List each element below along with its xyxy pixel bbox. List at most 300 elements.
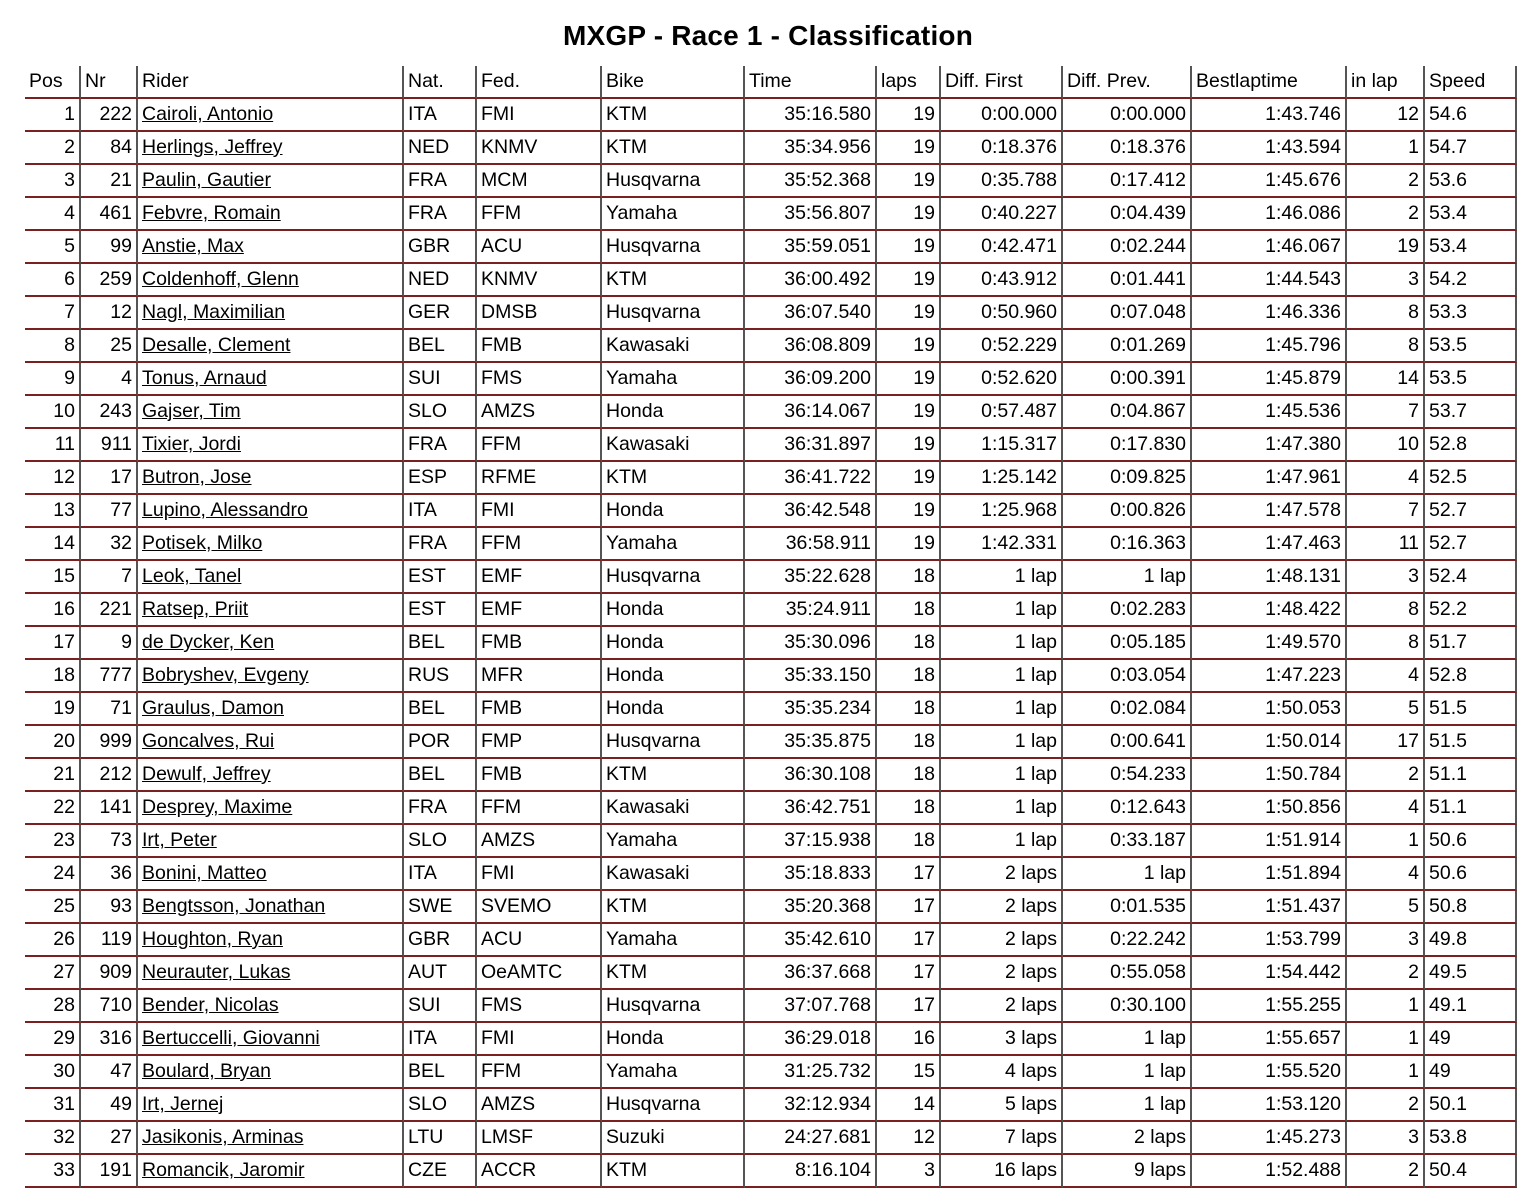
cell-pos: 17: [25, 627, 81, 660]
cell-laps: 17: [877, 858, 941, 891]
cell-nr: 999: [81, 726, 138, 759]
cell-fed: FFM: [477, 429, 602, 462]
rider-link[interactable]: Febvre, Romain: [142, 202, 281, 224]
rider-link[interactable]: Graulus, Damon: [142, 697, 284, 719]
cell-bike: KTM: [602, 264, 745, 297]
cell-diff-prev: 1 lap: [1063, 1056, 1192, 1089]
cell-diff-prev: 0:00.391: [1063, 363, 1192, 396]
cell-pos: 14: [25, 528, 81, 561]
cell-in-lap: 3: [1347, 924, 1425, 957]
rider-link[interactable]: Irt, Peter: [142, 829, 217, 851]
cell-time: 36:14.067: [745, 396, 877, 429]
cell-rider: [138, 660, 404, 693]
cell-rider: [138, 165, 404, 198]
cell-in-lap: 17: [1347, 726, 1425, 759]
table-row: [25, 891, 1517, 924]
cell-bestlaptime: 1:47.223: [1192, 660, 1347, 693]
cell-bestlaptime: 1:55.657: [1192, 1023, 1347, 1056]
cell-rider: [138, 594, 404, 627]
cell-fed: AMZS: [477, 825, 602, 858]
cell-speed: 50.8: [1425, 891, 1517, 924]
cell-time: 36:58.911: [745, 528, 877, 561]
cell-bike: KTM: [602, 1155, 745, 1188]
cell-bike: Honda: [602, 495, 745, 528]
cell-laps: 18: [877, 825, 941, 858]
classification-table: [25, 66, 1517, 1188]
cell-diff-first: 2 laps: [941, 957, 1063, 990]
cell-nat: ITA: [404, 495, 477, 528]
cell-rider: [138, 891, 404, 924]
cell-nat: FRA: [404, 429, 477, 462]
col-time-header: Time: [745, 66, 877, 99]
cell-nr: 32: [81, 528, 138, 561]
cell-in-lap: 5: [1347, 891, 1425, 924]
cell-nr: 9: [81, 627, 138, 660]
table-row: [25, 693, 1517, 726]
cell-diff-first: 2 laps: [941, 924, 1063, 957]
cell-diff-prev: 0:17.412: [1063, 165, 1192, 198]
cell-pos: 24: [25, 858, 81, 891]
cell-laps: 19: [877, 495, 941, 528]
cell-in-lap: 1: [1347, 1056, 1425, 1089]
rider-link[interactable]: Coldenhoff, Glenn: [142, 268, 299, 290]
rider-link[interactable]: Leok, Tanel: [142, 565, 242, 587]
cell-laps: 19: [877, 264, 941, 297]
cell-in-lap: 7: [1347, 396, 1425, 429]
table-row: [25, 1023, 1517, 1056]
header-row: [25, 66, 1517, 99]
cell-speed: 50.6: [1425, 825, 1517, 858]
cell-time: 36:30.108: [745, 759, 877, 792]
cell-speed: 49.8: [1425, 924, 1517, 957]
cell-laps: 18: [877, 561, 941, 594]
cell-rider: [138, 1056, 404, 1089]
cell-nat: FRA: [404, 198, 477, 231]
cell-bestlaptime: 1:48.422: [1192, 594, 1347, 627]
cell-rider: [138, 858, 404, 891]
cell-diff-first: 1 lap: [941, 561, 1063, 594]
cell-speed: 52.4: [1425, 561, 1517, 594]
cell-bestlaptime: 1:50.053: [1192, 693, 1347, 726]
cell-in-lap: 2: [1347, 165, 1425, 198]
table-row: [25, 1122, 1517, 1155]
cell-bike: KTM: [602, 99, 745, 132]
table-row: [25, 957, 1517, 990]
rider-link[interactable]: Paulin, Gautier: [142, 169, 271, 191]
table-row: [25, 726, 1517, 759]
cell-time: 8:16.104: [745, 1155, 877, 1188]
cell-in-lap: 19: [1347, 231, 1425, 264]
cell-bike: KTM: [602, 759, 745, 792]
cell-rider: [138, 693, 404, 726]
cell-time: 35:52.368: [745, 165, 877, 198]
rider-link[interactable]: Tixier, Jordi: [142, 433, 241, 455]
cell-rider: [138, 627, 404, 660]
cell-in-lap: 5: [1347, 693, 1425, 726]
cell-pos: 27: [25, 957, 81, 990]
cell-fed: KNMV: [477, 132, 602, 165]
rider-link[interactable]: Anstie, Max: [142, 235, 244, 257]
cell-in-lap: 2: [1347, 759, 1425, 792]
cell-time: 36:09.200: [745, 363, 877, 396]
cell-rider: [138, 132, 404, 165]
table-row: [25, 231, 1517, 264]
cell-speed: 52.7: [1425, 528, 1517, 561]
cell-nat: CZE: [404, 1155, 477, 1188]
cell-bestlaptime: 1:51.914: [1192, 825, 1347, 858]
cell-rider: [138, 363, 404, 396]
rider-link[interactable]: Gajser, Tim: [142, 400, 241, 422]
cell-time: 35:33.150: [745, 660, 877, 693]
cell-rider: [138, 792, 404, 825]
cell-rider: [138, 759, 404, 792]
cell-diff-prev: 0:00.826: [1063, 495, 1192, 528]
cell-laps: 19: [877, 429, 941, 462]
rider-link[interactable]: Desprey, Maxime: [142, 796, 293, 818]
cell-bike: Husqvarna: [602, 231, 745, 264]
table-row: [25, 528, 1517, 561]
rider-link[interactable]: Neurauter, Lukas: [142, 961, 291, 983]
cell-time: 31:25.732: [745, 1056, 877, 1089]
cell-nr: 4: [81, 363, 138, 396]
table-row: [25, 264, 1517, 297]
table-row: [25, 990, 1517, 1023]
rider-link[interactable]: Ratsep, Priit: [142, 598, 249, 620]
col-diff-first-header: Diff. First: [941, 66, 1063, 99]
cell-nat: FRA: [404, 165, 477, 198]
cell-nat: NED: [404, 264, 477, 297]
cell-fed: FMI: [477, 495, 602, 528]
cell-bike: Honda: [602, 396, 745, 429]
cell-bestlaptime: 1:55.520: [1192, 1056, 1347, 1089]
rider-link[interactable]: Irt, Jernej: [142, 1093, 224, 1115]
cell-bestlaptime: 1:47.961: [1192, 462, 1347, 495]
cell-bike: Suzuki: [602, 1122, 745, 1155]
rider-link[interactable]: Bonini, Matteo: [142, 862, 267, 884]
table-row: [25, 924, 1517, 957]
cell-pos: 22: [25, 792, 81, 825]
cell-rider: [138, 495, 404, 528]
cell-diff-prev: 1 lap: [1063, 1089, 1192, 1122]
cell-in-lap: 1: [1347, 990, 1425, 1023]
cell-laps: 12: [877, 1122, 941, 1155]
cell-speed: 50.1: [1425, 1089, 1517, 1122]
rider-link[interactable]: Boulard, Bryan: [142, 1060, 271, 1082]
cell-nat: GBR: [404, 231, 477, 264]
cell-rider: [138, 1089, 404, 1122]
cell-in-lap: 3: [1347, 264, 1425, 297]
cell-bike: Honda: [602, 1023, 745, 1056]
cell-rider: [138, 1155, 404, 1188]
cell-bike: Yamaha: [602, 825, 745, 858]
rider-link[interactable]: Dewulf, Jeffrey: [142, 763, 271, 785]
cell-diff-prev: 0:16.363: [1063, 528, 1192, 561]
cell-bike: Yamaha: [602, 924, 745, 957]
cell-bestlaptime: 1:52.488: [1192, 1155, 1347, 1188]
cell-fed: SVEMO: [477, 891, 602, 924]
cell-laps: 18: [877, 792, 941, 825]
cell-nr: 243: [81, 396, 138, 429]
cell-fed: ACU: [477, 231, 602, 264]
cell-fed: OeAMTC: [477, 957, 602, 990]
cell-diff-prev: 0:00.641: [1063, 726, 1192, 759]
cell-rider: [138, 528, 404, 561]
cell-rider: [138, 99, 404, 132]
cell-laps: 19: [877, 99, 941, 132]
cell-pos: 26: [25, 924, 81, 957]
cell-bestlaptime: 1:43.594: [1192, 132, 1347, 165]
cell-speed: 49.5: [1425, 957, 1517, 990]
cell-nr: 777: [81, 660, 138, 693]
cell-in-lap: 12: [1347, 99, 1425, 132]
cell-nat: SUI: [404, 363, 477, 396]
col-nr-header: Nr: [81, 66, 138, 99]
cell-rider: [138, 198, 404, 231]
cell-pos: 11: [25, 429, 81, 462]
cell-diff-first: 3 laps: [941, 1023, 1063, 1056]
table-row: [25, 462, 1517, 495]
cell-in-lap: 7: [1347, 495, 1425, 528]
cell-pos: 15: [25, 561, 81, 594]
cell-bike: Honda: [602, 693, 745, 726]
rider-link[interactable]: Lupino, Alessandro: [142, 499, 308, 521]
cell-nat: GER: [404, 297, 477, 330]
cell-nr: 73: [81, 825, 138, 858]
cell-nat: ITA: [404, 99, 477, 132]
cell-nr: 909: [81, 957, 138, 990]
cell-time: 35:34.956: [745, 132, 877, 165]
cell-laps: 19: [877, 132, 941, 165]
cell-in-lap: 10: [1347, 429, 1425, 462]
cell-nat: SLO: [404, 396, 477, 429]
cell-diff-first: 0:18.376: [941, 132, 1063, 165]
cell-diff-first: 0:00.000: [941, 99, 1063, 132]
cell-in-lap: 4: [1347, 462, 1425, 495]
rider-link[interactable]: Desalle, Clement: [142, 334, 291, 356]
cell-laps: 17: [877, 891, 941, 924]
cell-nr: 99: [81, 231, 138, 264]
rider-link[interactable]: Bobryshev, Evgeny: [142, 664, 309, 686]
cell-nat: BEL: [404, 1056, 477, 1089]
cell-laps: 19: [877, 231, 941, 264]
col-laps-header: laps: [877, 66, 941, 99]
cell-fed: FMB: [477, 759, 602, 792]
cell-diff-prev: 1 lap: [1063, 858, 1192, 891]
cell-fed: FMS: [477, 990, 602, 1023]
cell-nat: BEL: [404, 693, 477, 726]
cell-time: 36:29.018: [745, 1023, 877, 1056]
cell-rider: [138, 231, 404, 264]
rider-link[interactable]: Bengtsson, Jonathan: [142, 895, 326, 917]
cell-rider: [138, 561, 404, 594]
cell-speed: 50.6: [1425, 858, 1517, 891]
cell-diff-first: 0:40.227: [941, 198, 1063, 231]
cell-speed: 51.7: [1425, 627, 1517, 660]
cell-laps: 17: [877, 957, 941, 990]
cell-rider: [138, 825, 404, 858]
cell-in-lap: 2: [1347, 1155, 1425, 1188]
cell-laps: 19: [877, 297, 941, 330]
cell-nr: 27: [81, 1122, 138, 1155]
cell-diff-first: 1 lap: [941, 792, 1063, 825]
cell-bike: Husqvarna: [602, 1089, 745, 1122]
cell-laps: 18: [877, 726, 941, 759]
cell-speed: 53.5: [1425, 363, 1517, 396]
cell-diff-first: 1 lap: [941, 759, 1063, 792]
cell-fed: EMF: [477, 561, 602, 594]
cell-laps: 17: [877, 924, 941, 957]
cell-bestlaptime: 1:49.570: [1192, 627, 1347, 660]
cell-fed: MCM: [477, 165, 602, 198]
cell-nr: 49: [81, 1089, 138, 1122]
cell-bestlaptime: 1:51.437: [1192, 891, 1347, 924]
cell-diff-prev: 0:12.643: [1063, 792, 1192, 825]
cell-diff-prev: 0:04.867: [1063, 396, 1192, 429]
table-row: [25, 594, 1517, 627]
rider-link[interactable]: Nagl, Maximilian: [142, 301, 286, 323]
cell-laps: 19: [877, 330, 941, 363]
cell-bestlaptime: 1:43.746: [1192, 99, 1347, 132]
cell-time: 36:42.751: [745, 792, 877, 825]
cell-nat: RUS: [404, 660, 477, 693]
cell-fed: FMS: [477, 363, 602, 396]
cell-bestlaptime: 1:46.336: [1192, 297, 1347, 330]
cell-pos: 19: [25, 693, 81, 726]
cell-nat: AUT: [404, 957, 477, 990]
rider-link[interactable]: Jasikonis, Arminas: [142, 1126, 304, 1148]
cell-speed: 49: [1425, 1056, 1517, 1089]
rider-link[interactable]: Bender, Nicolas: [142, 994, 279, 1016]
cell-diff-prev: 9 laps: [1063, 1155, 1192, 1188]
cell-nr: 36: [81, 858, 138, 891]
cell-in-lap: 1: [1347, 1023, 1425, 1056]
table-row: [25, 858, 1517, 891]
cell-diff-first: 0:57.487: [941, 396, 1063, 429]
rider-link[interactable]: Bertuccelli, Giovanni: [142, 1027, 320, 1049]
cell-pos: 10: [25, 396, 81, 429]
rider-link[interactable]: Romancik, Jaromir: [142, 1159, 305, 1181]
cell-fed: MFR: [477, 660, 602, 693]
cell-bike: Husqvarna: [602, 165, 745, 198]
cell-laps: 18: [877, 627, 941, 660]
cell-nr: 71: [81, 693, 138, 726]
cell-bestlaptime: 1:51.894: [1192, 858, 1347, 891]
cell-time: 36:07.540: [745, 297, 877, 330]
cell-time: 32:12.934: [745, 1089, 877, 1122]
cell-time: 35:35.875: [745, 726, 877, 759]
cell-bestlaptime: 1:50.014: [1192, 726, 1347, 759]
cell-bike: Kawasaki: [602, 330, 745, 363]
cell-speed: 54.7: [1425, 132, 1517, 165]
cell-speed: 50.4: [1425, 1155, 1517, 1188]
cell-bike: KTM: [602, 462, 745, 495]
cell-pos: 1: [25, 99, 81, 132]
table-row: [25, 1056, 1517, 1089]
cell-nat: BEL: [404, 330, 477, 363]
cell-time: 36:08.809: [745, 330, 877, 363]
cell-diff-first: 2 laps: [941, 891, 1063, 924]
cell-time: 36:41.722: [745, 462, 877, 495]
cell-diff-prev: 0:01.535: [1063, 891, 1192, 924]
rider-link[interactable]: Herlings, Jeffrey: [142, 136, 283, 158]
cell-laps: 19: [877, 396, 941, 429]
cell-diff-first: 16 laps: [941, 1155, 1063, 1188]
cell-speed: 49.1: [1425, 990, 1517, 1023]
cell-diff-first: 7 laps: [941, 1122, 1063, 1155]
cell-in-lap: 1: [1347, 825, 1425, 858]
rider-link[interactable]: Potisek, Milko: [142, 532, 263, 554]
cell-diff-first: 1 lap: [941, 627, 1063, 660]
rider-link[interactable]: de Dycker, Ken: [142, 631, 275, 653]
rider-link[interactable]: Butron, Jose: [142, 466, 252, 488]
cell-speed: 51.5: [1425, 693, 1517, 726]
cell-diff-first: 1 lap: [941, 693, 1063, 726]
rider-link[interactable]: Tonus, Arnaud: [142, 367, 267, 389]
cell-bestlaptime: 1:47.578: [1192, 495, 1347, 528]
cell-in-lap: 1: [1347, 132, 1425, 165]
cell-nr: 77: [81, 495, 138, 528]
rider-link[interactable]: Cairoli, Antonio: [142, 103, 274, 125]
cell-bike: Honda: [602, 627, 745, 660]
cell-pos: 31: [25, 1089, 81, 1122]
cell-diff-prev: 0:17.830: [1063, 429, 1192, 462]
rider-link[interactable]: Goncalves, Rui: [142, 730, 275, 752]
cell-nat: EST: [404, 561, 477, 594]
cell-speed: 53.6: [1425, 165, 1517, 198]
cell-diff-prev: 1 lap: [1063, 561, 1192, 594]
cell-nr: 17: [81, 462, 138, 495]
cell-fed: FMB: [477, 693, 602, 726]
cell-fed: LMSF: [477, 1122, 602, 1155]
cell-bike: Kawasaki: [602, 858, 745, 891]
cell-fed: FFM: [477, 1056, 602, 1089]
cell-speed: 54.2: [1425, 264, 1517, 297]
cell-diff-prev: 0:55.058: [1063, 957, 1192, 990]
cell-diff-first: 0:52.620: [941, 363, 1063, 396]
cell-speed: 54.6: [1425, 99, 1517, 132]
cell-in-lap: 4: [1347, 792, 1425, 825]
cell-laps: 17: [877, 990, 941, 1023]
cell-in-lap: 8: [1347, 297, 1425, 330]
cell-nat: ITA: [404, 858, 477, 891]
cell-fed: FFM: [477, 528, 602, 561]
cell-speed: 52.8: [1425, 429, 1517, 462]
cell-time: 36:42.548: [745, 495, 877, 528]
cell-nat: ITA: [404, 1023, 477, 1056]
cell-speed: 52.8: [1425, 660, 1517, 693]
rider-link[interactable]: Houghton, Ryan: [142, 928, 283, 950]
cell-time: 35:56.807: [745, 198, 877, 231]
cell-bestlaptime: 1:47.463: [1192, 528, 1347, 561]
table-row: [25, 1155, 1517, 1188]
table-row: [25, 1089, 1517, 1122]
cell-nr: 222: [81, 99, 138, 132]
cell-bestlaptime: 1:46.086: [1192, 198, 1347, 231]
cell-diff-first: 1:42.331: [941, 528, 1063, 561]
cell-in-lap: 3: [1347, 561, 1425, 594]
cell-rider: [138, 297, 404, 330]
cell-speed: 53.7: [1425, 396, 1517, 429]
cell-fed: ACCR: [477, 1155, 602, 1188]
cell-bike: Husqvarna: [602, 561, 745, 594]
cell-in-lap: 2: [1347, 1089, 1425, 1122]
col-diff-prev-header: Diff. Prev.: [1063, 66, 1192, 99]
cell-laps: 18: [877, 594, 941, 627]
cell-speed: 53.4: [1425, 198, 1517, 231]
cell-fed: FMI: [477, 99, 602, 132]
col-in-lap-header: in lap: [1347, 66, 1425, 99]
col-pos-header: Pos: [25, 66, 81, 99]
